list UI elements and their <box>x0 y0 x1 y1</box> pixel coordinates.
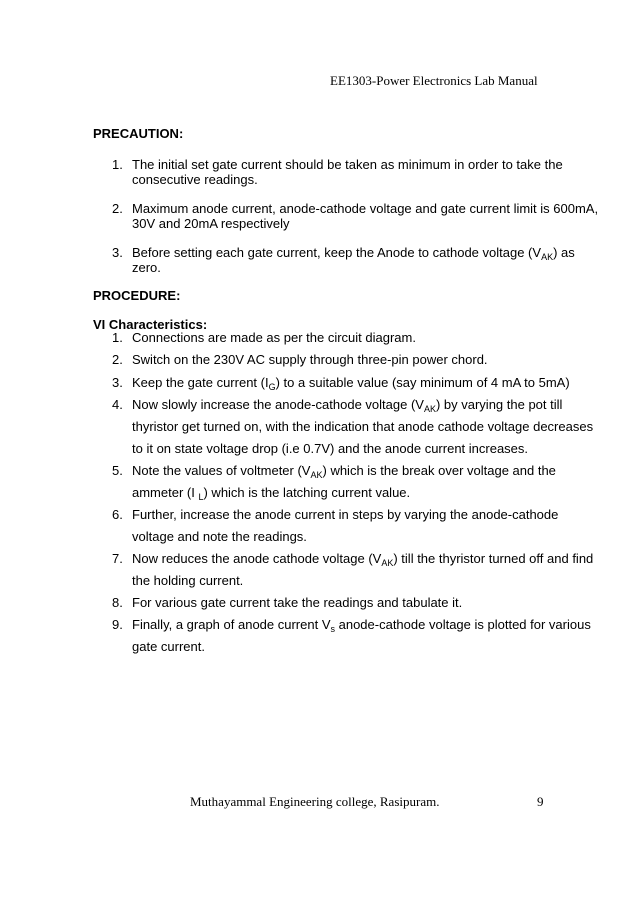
precaution-item-text: Before setting each gate current, keep the Anode to cathode voltage $(V_{AK})$ as <box>132 245 575 262</box>
procedure-step-text: Keep the gate current $(I_G)$ to a suitable value (say minimum of 4 mA to 5mA) <box>132 375 570 392</box>
procedure-step-text: thyristor get turned on, with the indication that anode cathode voltage decreases <box>132 419 594 434</box>
procedure-step-text: Now slowly increase the anode-cathode voltage $(V_{AK})$ by varying the pot till <box>132 397 563 414</box>
procedure-step-text: Switch on the 230V AC supply through three-pin power chord. <box>132 352 488 367</box>
procedure-step-text: For various gate current take the readings and tabulate it. <box>132 595 463 610</box>
precaution-item-text: Maximum anode current, anode-cathode voltage and gate current limit is 600mA, <box>132 201 599 216</box>
precaution-item-number: 1. <box>112 157 123 172</box>
procedure-step-text: to it on state voltage drop (i.e 0.7V) and the anode current increases. <box>132 441 529 456</box>
procedure-step-number: 8. <box>112 595 123 610</box>
procedure-step-text: Note the values of voltmeter $(V_{AK})$ which is the break over voltage and the <box>132 463 556 480</box>
procedure-step-number: 6. <box>112 507 123 522</box>
page-header: EE1303-Power Electronics Lab Manual <box>330 73 538 88</box>
page-footer: Muthayammal Engineering college, Rasipuram. <box>190 794 440 809</box>
procedure-step-number: 9. <box>112 617 123 632</box>
precaution-heading: PRECAUTION: <box>93 126 184 141</box>
procedure-step-number: 3. <box>112 375 123 390</box>
procedure-step-text: Finally, a graph of anode current $V_s$ anode-cathode voltage is plotted for various <box>132 617 591 634</box>
procedure-step-text: Now reduces the anode cathode voltage $(V_{AK})$ till the thyristor turned off and find <box>132 551 594 568</box>
procedure-step-text: Further, increase the anode current in steps by varying the anode-cathode <box>132 507 559 522</box>
procedure-step-number: 7. <box>112 551 123 566</box>
procedure-step-number: 4. <box>112 397 123 412</box>
vi-characteristics-subheading: VI Characteristics: <box>93 317 208 332</box>
precaution-item-text: The initial set gate current should be taken as minimum in order to take the <box>132 157 563 172</box>
procedure-step-text: the holding current. <box>132 573 244 588</box>
procedure-step-number: 1. <box>112 330 123 345</box>
procedure-step-text: gate current. <box>132 639 205 654</box>
precaution-item-number: 3. <box>112 245 123 260</box>
procedure-step-number: 2. <box>112 352 123 367</box>
precaution-item-text: 30V and 20mA respectively <box>132 216 290 231</box>
procedure-heading: PROCEDURE: <box>93 288 181 303</box>
precaution-item-number: 2. <box>112 201 123 216</box>
procedure-step-text: voltage and note the readings. <box>132 529 307 544</box>
precaution-item-text: consecutive readings. <box>132 172 258 187</box>
precaution-item-text: zero. <box>132 260 161 275</box>
procedure-step-number: 5. <box>112 463 123 478</box>
procedure-step-text: Connections are made as per the circuit diagram. <box>132 330 416 345</box>
page-number: 9 <box>537 794 544 809</box>
procedure-step-text: ammeter (I $_L$) which is the latching current value. <box>132 485 411 502</box>
